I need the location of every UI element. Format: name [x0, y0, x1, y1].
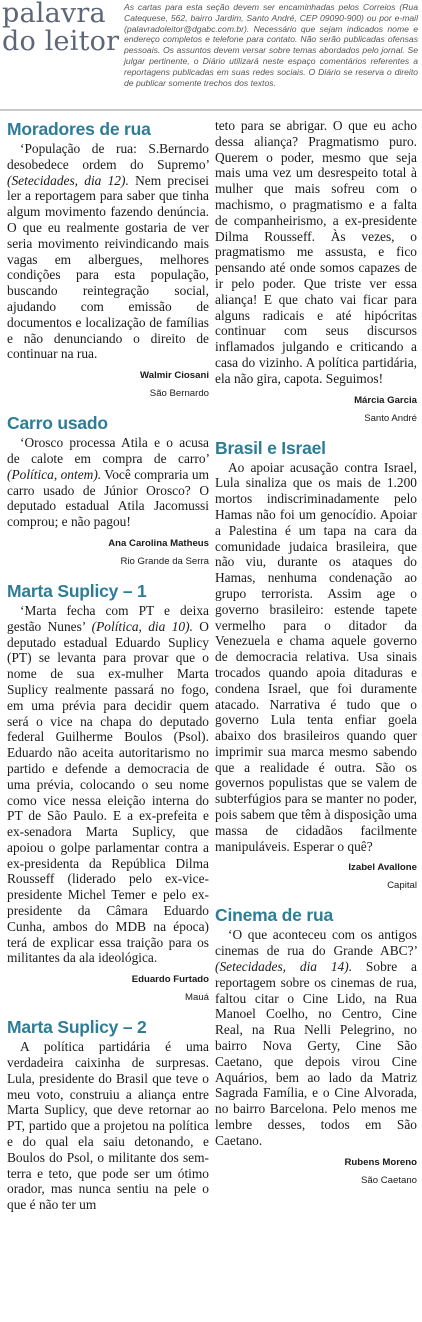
- letter-brasil-e-israel: [215, 437, 417, 893]
- letter-source: (Setecidades, dia 12).: [7, 172, 129, 188]
- letter-author: Izabel Avallone: [348, 862, 417, 874]
- right-column: [215, 118, 417, 1199]
- letter-source: (Política, ontem).: [7, 466, 102, 482]
- letter-source: (Setecidades, dia 14).: [215, 959, 353, 975]
- letter-title: Carro usado: [7, 413, 108, 434]
- letter-title: Moradores de rua: [7, 119, 151, 139]
- letter-author: Ana Carolina Matheus: [108, 537, 209, 549]
- letter-author: Eduardo Furtado: [131, 974, 209, 986]
- letter-title: Marta Suplicy – 2: [7, 1017, 147, 1038]
- letter-moradores-de-rua: [7, 118, 209, 400]
- letter-quote: ‘Orosco processa Atila e o acusa de calote em compra de carro’: [7, 435, 209, 466]
- letter-marta-suplicy-2: [7, 1016, 209, 1213]
- letter-title: Brasil e Israel: [215, 437, 326, 458]
- letter-quote: ‘Marta fecha com PT e deixa gestão Nunes’: [7, 602, 209, 634]
- letter-marta-suplicy-2-continued: [215, 118, 417, 425]
- letter-source: (Política, dia 10).: [91, 618, 193, 634]
- letter-title: Cinema de rua: [215, 905, 333, 926]
- left-column: [7, 118, 209, 1225]
- letter-quote: ‘O que aconteceu com os antigos cinemas de rua do Grande ABC?’: [215, 927, 417, 959]
- section-header: [0, 0, 422, 108]
- letter-body: [7, 435, 209, 530]
- letter-city: Capital: [387, 880, 417, 892]
- letter-author: Rubens Moreno: [344, 1156, 417, 1168]
- letter-author: Walmir Ciosani: [140, 370, 209, 382]
- letter-body: [215, 927, 417, 1148]
- letter-marta-suplicy-1: [7, 580, 209, 1004]
- letter-body: [215, 460, 417, 855]
- letter-author: Márcia Garcia: [354, 394, 417, 406]
- section-instructions: As cartas para esta seção devem ser encaminhadas pelos Correios (Rua Catequese, 562, bairro Jardim, Santo André, CEP 09090-900) ou por e-mail (palavradoleitor@dgabc.com.br). Necessário que sejam indicados nome e endereço completos e telefone para contato. Não serão publicadas ofensas pessoais. Os assuntos devem versar sobre temas abordados pelo jornal. Se julgar pertinente, o Diário utilizará neste espaço comentários referentes a reportagens publicadas em suas redes sociais. O Diário se reserva o direito de publicar somente trechos dos textos.: [124, 2, 418, 88]
- letter-carro-usado: [7, 412, 209, 568]
- section-masthead: [2, 0, 120, 56]
- letter-text: O deputado estadual Eduardo Suplicy (PT) se levanta para provar que o nome de sua ex-mulher Marta Suplicy realmente passará no fogo, em uma prévia para decidir quem será o vice na chapa do deputado federal Guilherme Boulos (Psol). Eduardo não aceita autoritarismo no partido e defende a democracia de uma prévia, colocando o seu nome como vice nessa eleição interna do PT de São Paulo. E a ex-prefeita e ex-senadora Marta Suplicy, que apoiou o golpe parlamentar contra a ex-presidenta da República Dilma Rousseff (liderado pelo ex-vice-presidente Michel Temer e pelo ex-presidente da Câmara Eduardo Cunha, ambos do MDB na época) terá de explicar essa traição para os militantes da ala ideológica.: [7, 618, 209, 966]
- letter-text-part-2: teto para se abrigar. O que eu acho dessa aliança? Pragmatismo puro. Querem o poder, mesmo que seja mais uma vez um desrespeito total à mulher que mais sofreu com o machismo, o pragmatismo e a falta de companheirismo, a ex-presidente Dilma Rousseff. Às vezes, o pragmatismo me assusta, e fico pensando até onde somos capazes de ir pelo poder. Que triste ver essa aliança! E que chato vai ficar para alguns radicais e até hipócritas continuar com seus discursos inflamados julgando e criticando a casa do vizinho. A política partidária, ela não gira, capota. Seguimos!: [215, 118, 417, 386]
- letter-text-part-1: A política partidária é uma verdadeira caixinha de surpresas. Lula, presidente do Brasil que teve o meu voto, construiu a aliança entre Marta Suplicy, que deve retornar ao PT, partido que a projetou na política e do qual ela saiu detonando, e Boulos do Psol, o militante dos sem-terra e teto, que pode ser um ótimo orador, mas nunca sentiu na pele o que é não ter um: [7, 1039, 209, 1213]
- letter-text: Você compraria um carro usado de Júnior Orosco? O deputado estadual Atila Jacomussi comprou; e não pagou!: [7, 466, 209, 530]
- letter-body: [7, 1039, 209, 1213]
- letter-city: Rio Grande da Serra: [120, 555, 209, 567]
- masthead-line-2: do leitor: [2, 26, 120, 57]
- letter-city: São Bernardo: [149, 388, 209, 400]
- masthead-line-1: palavra: [2, 0, 106, 29]
- letter-title: Marta Suplicy – 1: [7, 580, 147, 601]
- letter-text: Nem precisei ler a reportagem para saber que tinha algum movimento fazendo denúncia. O que eu realmente gostaria de ver seria movimento reivindicando mais vagas em albergues, melhores condições para esta população, buscando reintegração social, ajudando com emissão de documentos e localização de famílias e não denunciando o direito de continuar na rua.: [7, 172, 209, 362]
- letter-text: Ao apoiar acusação contra Israel, Lula sinaliza que os mais de 1.200 mortos indiscriminadamente pelo Hamas não foi um genocídio. Apoiar a Palestina é um tapa na cara da comunidade judaica brasileira, que não viu, durante os ataques do Hamas, nenhuma condenação ao grupo terrorista. Assim age o governo brasileiro: estende tapete vermelho para o ditador da Venezuela e chama aquele governo de democracia relativa. Usa sinais trocados quando apoia ditaduras e condena Israel, que foi duramente atacado. Narrativa é tudo que o governo Lula tenta enfiar goela abaixo dos brasileiros quando quer imprimir sua marca mesmo sabendo que a realidade é outra. São os governos populistas que se valem de subterfúgios para se manter no poder, pois sabem que têm à disposição uma massa de cidadãos facilmente manipuláveis. Esperar o quê?: [215, 459, 417, 854]
- letter-text: Sobre a reportagem sobre os cinemas de rua, faltou citar o Cine Lido, na Rua Manoel Coelho, no Centro, Cine Real, na Rua Nelli Pelegrino, no bairro Nova Gerty, Cine São Caetano, que depois virou Cine Aquários, bem ao lado da Matriz Sagrada Família, e o Cine Alvorada, no bairro Barcelona. Pelo menos me lembre desses, todos em São Caetano.: [215, 959, 417, 1148]
- letter-city: Santo André: [364, 412, 417, 424]
- letter-body: [7, 141, 209, 362]
- letter-city: Mauá: [185, 992, 209, 1004]
- letter-body: [215, 118, 417, 387]
- header-divider: [0, 109, 422, 111]
- letter-city: São Caetano: [360, 1174, 417, 1186]
- letter-cinema-de-rua: [215, 904, 417, 1186]
- letter-quote: ‘População de rua: S.Bernardo desobedece ordem do Supremo’: [7, 141, 209, 172]
- letter-body: [7, 603, 209, 966]
